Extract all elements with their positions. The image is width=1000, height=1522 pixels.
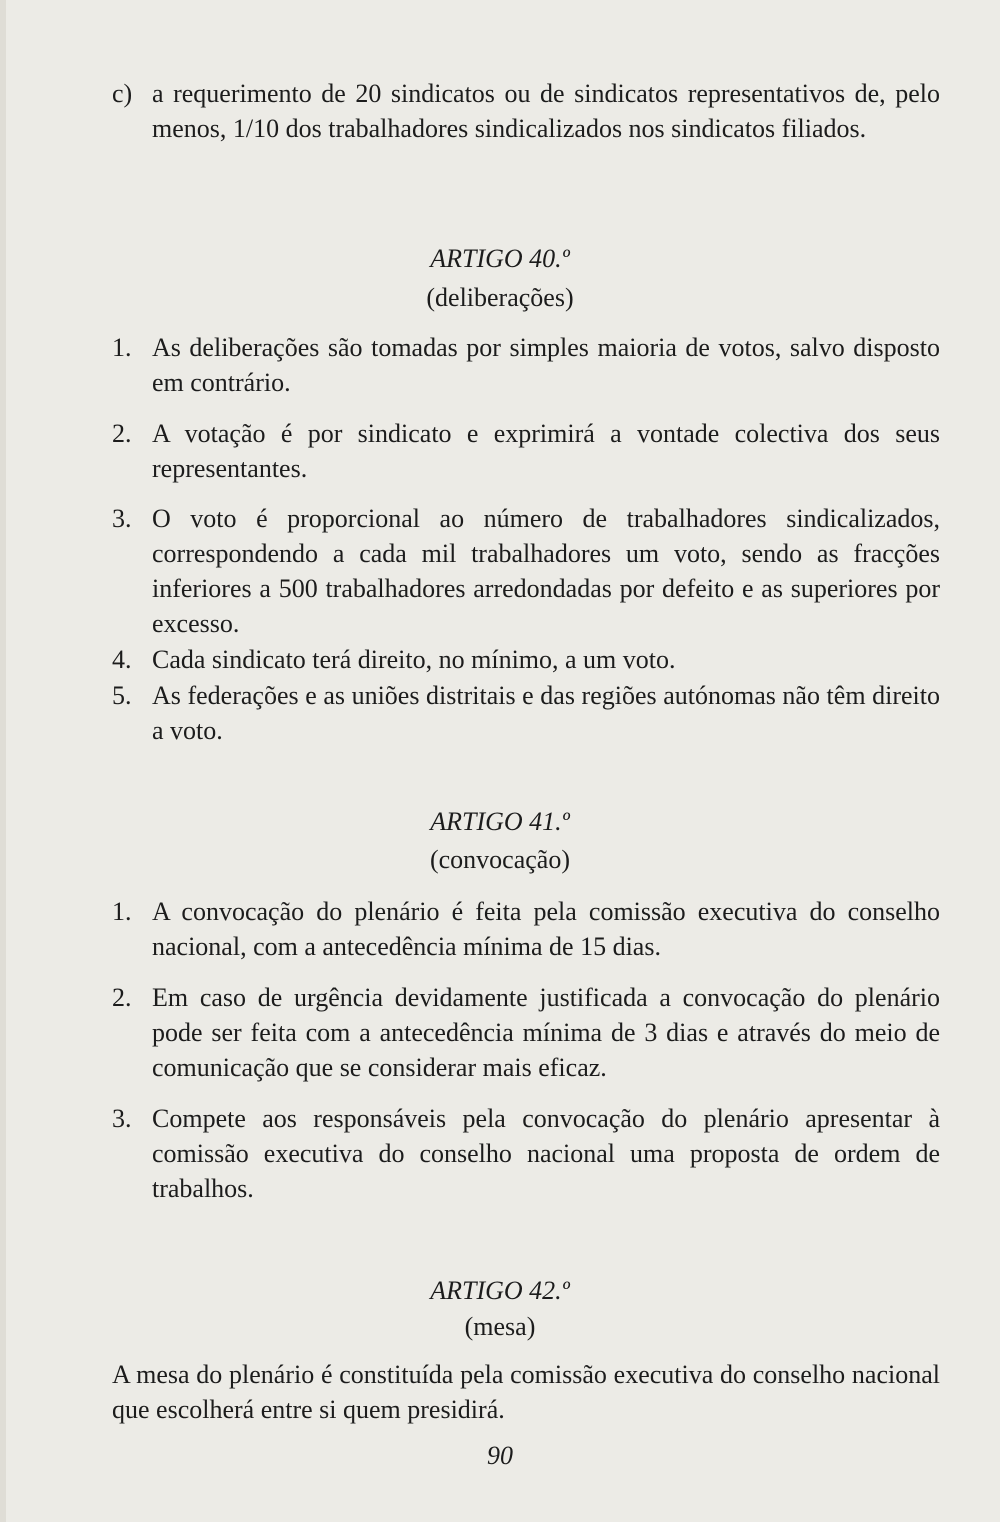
- item-text: A convocação do plenário é feita pela comissão executiva do conselho nacional, com a antecedência mínima de 15 dias.: [152, 897, 940, 961]
- intro-text: a requerimento de 20 sindicatos ou de sindicatos representativos de, pelo menos, 1/10 dos trabalhadores sindicalizados nos sindicatos filiados.: [152, 79, 940, 143]
- article-40-subtitle: (deliberações): [426, 283, 574, 312]
- item-text: As federações e as uniões distritais e das regiões autónomas não têm direito a voto.: [152, 681, 940, 745]
- item-number: 1.: [112, 897, 132, 926]
- item-text: Compete aos responsáveis pela convocação do plenário apresentar à comissão executiva do conselho nacional uma proposta de ordem de trabalhos.: [152, 1104, 940, 1203]
- item-number: 1.: [112, 333, 132, 362]
- page-number: 90: [487, 1441, 513, 1470]
- item-number: 5.: [112, 681, 132, 710]
- article-40-title-text: ARTIGO 40.º: [430, 244, 570, 273]
- item-number: 3.: [112, 504, 132, 533]
- item-text: Cada sindicato terá direito, no mínimo, a um voto.: [152, 645, 676, 674]
- item-number: 4.: [112, 645, 132, 674]
- item-text: O voto é proporcional ao número de trabalhadores sindicalizados, correspondendo a cada mil trabalhadores um voto, sendo as fracções inferiores a 500 trabalhadores arredondadas por defeito e as superiores por excesso.: [152, 504, 940, 638]
- intro-item: [112, 76, 940, 181]
- item-number: 2.: [112, 419, 132, 448]
- item-text: As deliberações são tomadas por simples maioria de votos, salvo disposto em contrário.: [152, 333, 940, 397]
- article-41-title-text: ARTIGO 41.º: [430, 807, 570, 836]
- article-41-subtitle: (convocação): [429, 845, 571, 874]
- item-text: Em caso de urgência devidamente justificada a convocação do plenário pode ser feita com a antecedência mínima de 3 dias e através do meio de comunicação que se considerar mais eficaz.: [152, 983, 940, 1082]
- item-number: 3.: [112, 1104, 132, 1133]
- article-41-title: [0, 806, 1000, 838]
- item-number: 2.: [112, 983, 132, 1012]
- article-42-subtitle: (mesa): [464, 1312, 536, 1341]
- article-42-title: [0, 1275, 1000, 1307]
- item-text: A votação é por sindicato e exprimirá a vontade colectiva dos seus representantes.: [152, 419, 940, 483]
- article-40-title: [0, 243, 1000, 275]
- article-42-text: A mesa do plenário é constituída pela comissão executiva do conselho nacional que escolherá entre si quem presidirá.: [112, 1360, 940, 1424]
- article-42-title-text: ARTIGO 42.º: [430, 1276, 570, 1305]
- intro-marker: c): [112, 79, 133, 108]
